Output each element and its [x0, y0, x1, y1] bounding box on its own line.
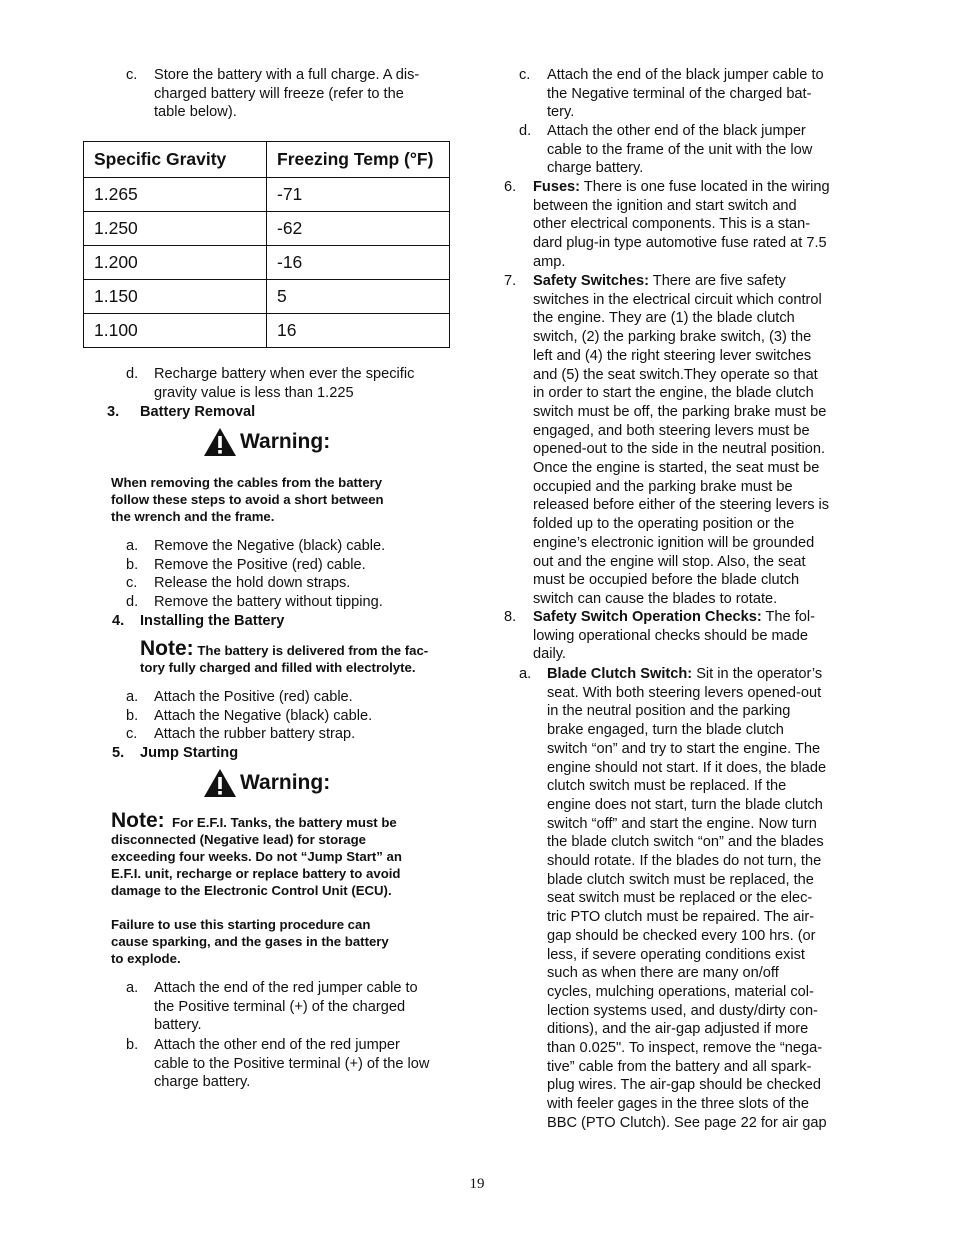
list-text — [533, 608, 815, 664]
text-line: seat switch must be replaced or the elec- — [547, 890, 813, 907]
list-letter: a. — [126, 538, 139, 554]
warning-banner — [203, 427, 363, 457]
text-line: Attach the other end of the black jumper — [547, 123, 806, 139]
text-line: charge battery. — [154, 1074, 251, 1091]
text-line: seat. With both steering levers opened-out — [547, 684, 822, 701]
text-line: than 0.025". To inspect, remove the “nega- — [547, 1040, 823, 1057]
list-item — [126, 707, 466, 726]
text-line: other electrical components. This is a stan- — [533, 216, 811, 233]
section-heading-jump-starting — [112, 744, 412, 763]
text-line: tery. — [547, 104, 575, 121]
text-line: must be occupied before the blade clutch — [533, 572, 800, 589]
list-item — [126, 556, 466, 575]
table-cell: 1.265 — [84, 178, 267, 212]
note-battery-delivered — [140, 637, 460, 676]
list-text: Attach the rubber battery strap. — [154, 726, 356, 743]
text-line — [547, 665, 827, 684]
text-line: in the neutral position and the parking — [547, 703, 791, 720]
text-line: the Positive terminal (+) of the charged — [154, 998, 406, 1015]
text-line — [533, 272, 829, 291]
text-line: should rotate. If the blades do not turn, the — [547, 853, 822, 870]
warning-title: Warning: — [240, 771, 331, 794]
text-line: and (5) the seat switch.They operate so that — [533, 366, 818, 383]
text-line: Failure to use this starting procedure can — [111, 917, 371, 932]
table-row — [84, 246, 450, 280]
text-line: switches in the electrical circuit which control — [533, 291, 822, 308]
section-number: 5. — [112, 745, 125, 761]
list-text: Attach the Positive (red) cable. — [154, 689, 353, 705]
list-item — [126, 574, 466, 593]
list-letter: b. — [126, 1037, 139, 1053]
text-line: switch, (2) the parking brake switch, (3) the — [533, 329, 812, 346]
section-title: Battery Removal — [140, 404, 256, 420]
text-line: disconnected (Negative lead) for storage — [111, 832, 367, 848]
list-number: 7. — [504, 273, 517, 289]
table-cell: -16 — [267, 246, 450, 280]
text-fragment: There are five safety — [648, 273, 786, 289]
text-line: BBC (PTO Clutch). See page 22 for air gap — [547, 1114, 827, 1131]
table-cell: -62 — [267, 212, 450, 246]
item-title: Blade Clutch Switch: — [547, 666, 693, 682]
text-line: released before either of the steering levers is — [533, 497, 830, 514]
text-line: engine does not start, turn the blade clutch — [547, 796, 823, 813]
text-line: brake engaged, turn the blade clutch — [547, 722, 784, 739]
list-text — [547, 66, 824, 122]
text-line: switch “on” and try to start the engine. The — [547, 740, 821, 757]
text-line: folded up to the operating position or the — [533, 516, 795, 533]
text-line — [533, 608, 815, 627]
note-efi-tanks — [111, 809, 461, 899]
list-letter: d. — [126, 594, 139, 611]
text-line: blade clutch switch must be replaced, the — [547, 871, 814, 888]
list-letter: b. — [126, 556, 139, 573]
list-text — [154, 365, 414, 402]
text-line: switch must be off, the parking brake must be — [533, 403, 827, 420]
text-line: engaged, and both steering levers must be — [533, 422, 810, 439]
list-item — [126, 537, 466, 556]
text-line: daily. — [533, 646, 566, 663]
freezing-temperature-table — [83, 141, 450, 348]
text-line: in order to start the engine, the blade clutch — [533, 385, 814, 402]
warning-icon — [203, 768, 237, 798]
page-number: 19 — [469, 1176, 485, 1192]
list-number: 8. — [504, 609, 517, 625]
table-cell: 5 — [267, 280, 450, 314]
text-line: Store the battery with a full charge. A dis- — [154, 67, 420, 83]
note-label: Note: — [140, 637, 194, 660]
text-line: switch “off” and start the engine. Now turn — [547, 815, 817, 832]
text-line: cause sparking, and the gases in the battery — [111, 934, 389, 950]
text-line: plug wires. The air-gap should be checked — [547, 1077, 821, 1094]
list-letter: c. — [126, 67, 138, 83]
text-line: Attach the end of the black jumper cable to — [547, 67, 824, 83]
text-line: such as when there are many on/off — [547, 965, 779, 982]
text-line: Attach the end of the red jumper cable to — [154, 980, 418, 996]
text-line: clutch switch must be replaced. If the — [547, 778, 787, 795]
text-line: with feeler gages in the three slots of the — [547, 1096, 810, 1113]
list-text: Remove the Positive (red) cable. — [154, 556, 366, 573]
warning-banner — [203, 768, 363, 798]
text-line: Recharge battery when ever the specific — [154, 366, 415, 382]
list-letter: d. — [126, 366, 139, 382]
table-cell: 16 — [267, 314, 450, 348]
table-cell: 1.150 — [84, 280, 267, 314]
list-number: 6. — [504, 179, 517, 195]
text-line: the engine. They are (1) the blade clutch — [533, 310, 795, 327]
text-line: dard plug-in type automotive fuse rated at 7.5 — [533, 235, 827, 252]
table-row — [84, 212, 450, 246]
list-text — [154, 979, 418, 1035]
list-text: Remove the Negative (black) cable. — [154, 538, 386, 554]
text-line: occupied and the parking brake must be — [533, 478, 793, 495]
text-line: tric PTO clutch must be repaired. The air- — [547, 909, 815, 926]
text-line: less, if severe operating conditions exist — [547, 946, 805, 963]
note-label: Note: — [111, 809, 165, 832]
text-line: exceeding four weeks. Do not “Jump Start” an — [111, 849, 402, 865]
table-row — [84, 178, 450, 212]
list-text — [547, 122, 812, 178]
text-line: between the ignition and start switch and — [533, 197, 797, 214]
list-text — [154, 1036, 429, 1092]
section-number: 4. — [112, 613, 125, 629]
table-cell: 1.250 — [84, 212, 267, 246]
table-row — [84, 280, 450, 314]
text-fragment: The fol- — [761, 609, 815, 625]
text-line: battery. — [154, 1017, 202, 1034]
table-cell: 1.100 — [84, 314, 267, 348]
text-line: switch can cause the blades to rotate. — [533, 590, 778, 607]
text-line: amp. — [533, 253, 566, 270]
text-line: gravity value is less than 1.225 — [154, 384, 354, 401]
text-line: Attach the other end of the red jumper — [154, 1037, 400, 1053]
text-line: table below). — [154, 104, 237, 121]
text-line: the blade clutch switch “on” and the blades — [547, 834, 824, 851]
text-line: cable to the frame of the unit with the low — [547, 141, 813, 158]
list-text: Remove the battery without tipping. — [154, 594, 383, 611]
item-title: Safety Switches: — [533, 273, 649, 289]
list-letter: a. — [126, 689, 139, 705]
section-heading-installing — [112, 612, 412, 631]
text-line: charge battery. — [547, 160, 644, 177]
list-letter: b. — [126, 707, 139, 724]
column-header-freezing-temp: Freezing Temp (°F) — [267, 142, 450, 178]
text-line: follow these steps to avoid a short between — [111, 492, 384, 508]
text-line: engine should not start. If it does, the blade — [547, 759, 827, 776]
text-fragment: There is one fuse located in the wiring — [580, 179, 830, 195]
list-text: Attach the Negative (black) cable. — [154, 707, 373, 724]
text-line: tive” cable from the battery and all spark- — [547, 1058, 812, 1075]
install-steps-list — [126, 688, 466, 744]
warning-title: Warning: — [240, 430, 331, 453]
warning-icon — [203, 427, 237, 457]
list-text: Release the hold down straps. — [154, 575, 351, 592]
text-line: damage to the Electronic Control Unit (ECU). — [111, 883, 392, 899]
text-line: ditions), and the air-gap adjusted if more — [547, 1021, 809, 1038]
text-line: For E.F.I. Tanks, the battery must be — [172, 815, 397, 830]
section-title: Installing the Battery — [140, 613, 285, 629]
list-item — [126, 688, 466, 707]
section-title: Jump Starting — [140, 745, 239, 761]
list-item — [126, 725, 466, 744]
text-line: charged battery will freeze (refer to the — [154, 85, 404, 102]
list-text — [533, 178, 830, 272]
text-line: The battery is delivered from the fac- — [197, 643, 429, 658]
text-line: tory fully charged and filled with electrolyte. — [140, 660, 416, 676]
list-letter: c. — [126, 726, 138, 743]
list-text — [533, 272, 829, 609]
list-letter: a. — [519, 666, 532, 682]
item-title: Fuses: — [533, 179, 581, 195]
text-line: left and (4) the right steering lever switches — [533, 347, 812, 364]
list-item — [126, 593, 466, 612]
text-line: lowing operational checks should be made — [533, 627, 809, 644]
text-line: opened-out to the side in the neutral position. — [533, 441, 826, 458]
list-text — [154, 66, 419, 122]
section-heading-battery-removal — [107, 403, 407, 422]
table-row — [84, 314, 450, 348]
column-header-specific-gravity: Specific Gravity — [84, 142, 267, 178]
list-letter: a. — [126, 980, 139, 996]
list-letter: c. — [126, 575, 138, 592]
removal-steps-list — [126, 537, 466, 612]
text-line: Once the engine is started, the seat must be — [533, 460, 820, 477]
text-line: cycles, mulching operations, material col- — [547, 983, 814, 1000]
list-letter: d. — [519, 123, 532, 139]
warning-text — [111, 474, 461, 525]
section-number: 3. — [107, 404, 120, 420]
item-title: Safety Switch Operation Checks: — [533, 609, 762, 625]
text-line: cable to the Positive terminal (+) of the low — [154, 1055, 430, 1072]
text-line — [533, 178, 830, 197]
text-line: out and the engine will stop. Also, the seat — [533, 553, 806, 570]
text-fragment: Sit in the operator’s — [692, 666, 823, 682]
table-cell: 1.200 — [84, 246, 267, 280]
failure-warning-text — [111, 916, 461, 967]
list-text — [547, 665, 827, 1133]
table-header-row — [84, 142, 450, 178]
text-line: to explode. — [111, 951, 181, 967]
table-cell: -71 — [267, 178, 450, 212]
text-line: the Negative terminal of the charged bat- — [547, 85, 812, 102]
list-letter: c. — [519, 67, 531, 83]
text-line: lection systems used, and dusty/dirty con- — [547, 1002, 818, 1019]
text-line: engine’s electronic ignition will be grounded — [533, 534, 815, 551]
text-line: When removing the cables from the battery — [111, 475, 383, 490]
text-line: E.F.I. unit, recharge or replace battery to avoid — [111, 866, 401, 882]
text-line: gap should be checked every 100 hrs. (or — [547, 927, 816, 944]
text-line: the wrench and the frame. — [111, 509, 275, 525]
